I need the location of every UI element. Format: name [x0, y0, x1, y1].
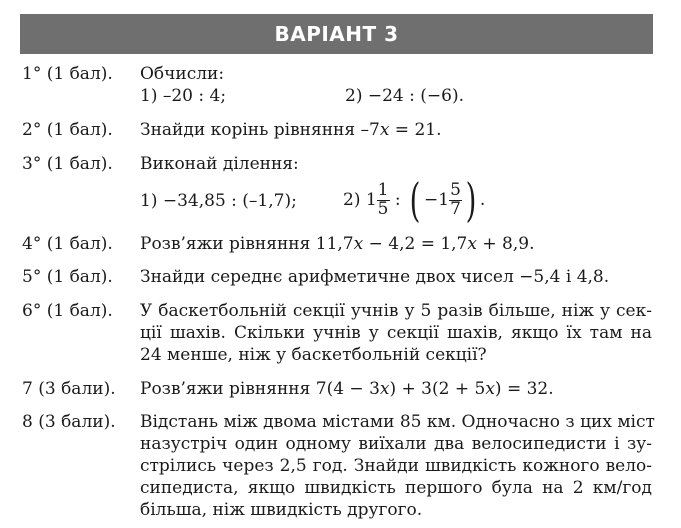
task-6-line-3: 24 менше, ніж у баскетбольній секції? [140, 345, 487, 365]
task-7-text [140, 379, 554, 399]
variant-title: ВАРІАНТ 3 [274, 22, 399, 46]
task-8-line-5: більша, ніж швидкість другого. [140, 500, 423, 520]
task-7-text-c: ) = 32. [494, 379, 554, 399]
task-3-fraction-2-numerator: 5 [450, 179, 461, 200]
task-3-colon: : [389, 190, 407, 210]
task-6-line-1: У баскетбольній секції учнів у 5 разів більше, ніж у сек- [140, 301, 652, 321]
task-2-label: 2° (1 бал). [22, 120, 113, 140]
task-4-text-c: + 8,9. [476, 234, 535, 254]
task-8-line-1: Відстань між двома містами 85 км. Одночасно з цих міст [140, 412, 655, 432]
task-8-line-2: назустріч один одному виїхали два велосипедисти і зу- [140, 434, 652, 454]
task-5-label: 5° (1 бал). [22, 267, 113, 287]
task-4-variable-2: x [467, 234, 477, 254]
task-3-fraction-1-numerator: 1 [377, 179, 389, 200]
task-3-item-2 [343, 172, 485, 228]
variant-header [20, 14, 653, 54]
task-8-line-4: сипедиста, якщо швидкість першого була на 2 км/год [140, 478, 652, 498]
task-7-text-a: Розв’яжи рівняння 7(4 − 3 [140, 379, 380, 399]
task-3-label: 3° (1 бал). [22, 154, 113, 174]
task-4-text-a: Розв’яжи рівняння 11,7 [140, 234, 354, 254]
task-3-fraction-1 [377, 179, 390, 219]
task-7-label: 7 (3 бали). [22, 379, 116, 399]
task-4-label: 4° (1 бал). [22, 234, 113, 254]
task-4-variable-1: x [353, 234, 364, 254]
task-8-line-3: стрілись через 2,5 год. Знайди швидкість кожного вело- [140, 456, 652, 476]
task-2-text-a: Знайди корінь рівняння –7 [140, 120, 380, 140]
task-3-fraction-2 [449, 179, 462, 219]
task-8-label: 8 (3 бали). [22, 412, 116, 432]
task-2-text [140, 120, 442, 140]
task-7-text-b: ) + 3(2 + 5 [389, 379, 486, 399]
task-3-fraction-1-denominator: 5 [377, 198, 389, 219]
left-paren-icon: ( [409, 173, 421, 227]
task-1-label: 1° (1 бал). [22, 64, 113, 84]
task-7-variable-1: x [379, 379, 390, 399]
task-2-variable: x [379, 120, 390, 140]
task-4-text [140, 234, 534, 254]
task-3-item-1: 1) −34,85 : (–1,7); [140, 191, 297, 211]
task-7-variable-2: x [485, 379, 495, 399]
task-1-item-2: 2) −24 : (−6). [345, 86, 464, 106]
task-3-prompt: Виконай ділення: [140, 154, 299, 174]
task-3-minus: −1 [424, 190, 450, 210]
task-4-text-b: − 4,2 = 1,7 [363, 234, 468, 254]
task-3-item-2-prefix: 2) 1 [343, 190, 377, 210]
task-6-label: 6° (1 бал). [22, 301, 113, 321]
task-1-item-1: 1) –20 : 4; [140, 86, 227, 106]
task-6-line-2: ції шахів. Скільки учнів у секції шахів, якщо їх там на [140, 323, 652, 343]
right-paren-icon: ) [465, 173, 477, 227]
task-3-end: . [479, 190, 486, 210]
task-2-text-b: = 21. [389, 120, 442, 140]
task-1-prompt: Обчисли: [140, 64, 225, 84]
task-3-fraction-2-denominator: 7 [450, 198, 461, 219]
task-5-text: Знайди середнє арифметичне двох чисел −5,4 і 4,8. [140, 267, 610, 287]
